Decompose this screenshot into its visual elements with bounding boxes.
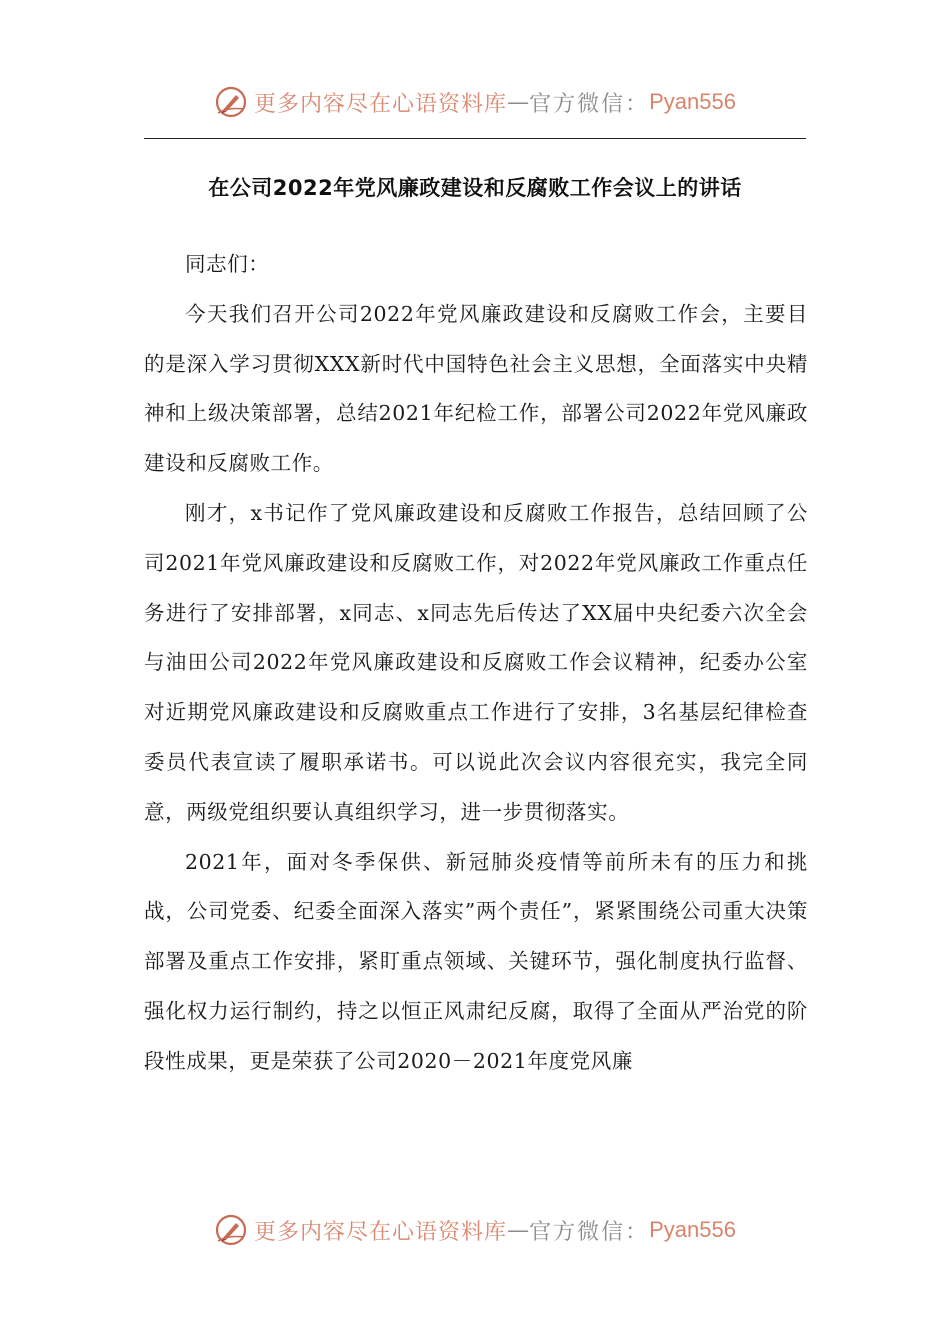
body-paragraph: 刚才，x书记作了党风廉政建设和反腐败工作报告，总结回顾了公司2021年党风廉政建设和反腐败工作，对2022年党风廉政工作重点任务进行了安排部署，x同志、x同志先后传达了XX届中央纪委六次全会与油田公司2022年党风廉政建设和反腐败工作会议精神，纪委办公室对近期党风廉政建设和反腐败重点工作进行了安排，3名基层纪律检查委员代表宣读了履职承诺书。可以说此次会议内容很充实，我完全同意，两级党组织要认真组织学习，进一步贯彻落实。 (144, 500, 808, 824)
wechat-label: 官方微信： (529, 91, 650, 117)
banner-separator: — (507, 1217, 530, 1243)
wechat-id: Pyan556 (649, 1217, 736, 1242)
wechat-label: 官方微信： (529, 1219, 650, 1245)
document-title: 在公司2022年党风廉政建设和反腐败工作会议上的讲话 (208, 176, 742, 200)
header-banner (0, 82, 950, 122)
document-body (144, 240, 808, 1087)
header-divider (144, 138, 806, 139)
brand-text: 更多内容尽在心语资料库 (254, 91, 508, 117)
body-paragraph: 今天我们召开公司2022年党风廉政建设和反腐败工作会，主要目的是深入学习贯彻XXX新时代中国特色社会主义思想，全面落实中央精神和上级决策部署，总结2021年纪检工作，部署公司2022年党风廉政建设和反腐败工作。 (144, 301, 808, 476)
wechat-id: Pyan556 (649, 89, 736, 114)
body-paragraph: 2021年，面对冬季保供、新冠肺炎疫情等前所未有的压力和挑战，公司党委、纪委全面深入落实”两个责任”，紧紧围绕公司重大决策部署及重点工作安排，紧盯重点领域、关键环节，强化制度执行监督、强化权力运行制约，持之以恒正风肃纪反腐，取得了全面从严治党的阶段性成果，更是荣获了公司2020－2021年度党风廉 (144, 849, 808, 1073)
footer-banner (0, 1210, 950, 1250)
salutation-paragraph: 同志们： (185, 252, 270, 276)
pen-logo-icon (214, 85, 248, 119)
brand-text: 更多内容尽在心语资料库 (254, 1219, 508, 1245)
pen-logo-icon (214, 1213, 248, 1247)
banner-separator: — (507, 89, 530, 115)
